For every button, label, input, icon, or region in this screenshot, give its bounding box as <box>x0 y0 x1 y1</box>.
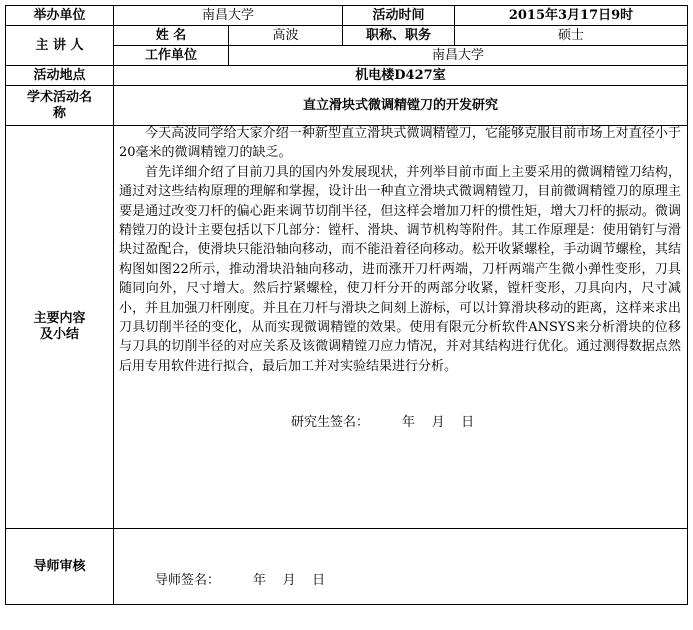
time-label: 活动时间 <box>342 5 455 26</box>
advisor-review-cell <box>113 528 688 605</box>
advisor-review-label: 导师审核 <box>5 528 114 605</box>
summary-paragraph-2: 首先详细介绍了目前刀具的国内外发展现状，并列举目前市面上主要采用的微调精镗刀结构，通过对这些结构原理的理解和掌握，设计出一种直立滑块式微调精镗刀，目前微调精镗刀的原理主要是通过改变刀杆的偏心距来调节切削半径，但这样会增加刀杆的惯性矩，增大刀杆的振动。微调精镗刀的设计主要包括以下几部分：镗杆、滑块、调节机构等附件。其工作原理是：使用销钉与滑块过盈配合，使滑块只能沿轴向移动，而不能沿着径向移动。松开收紧螺栓，手动调节螺栓，其结构图如图22所示，推动滑块沿轴向移动，进而涨开刀杆两端，刀杆两端产生微小弹性变形，刀具随同向外，尺寸增大。然后拧紧螺栓，使刀杆分开的两部分收紧，镗杆变形，刀具向内，尺寸减小，并且加强刀杆刚度。并且在刀杆与滑块之间刻上游标，可以计算滑块移动的距离，这样来求出刀具切削半径的变化，从而实现微调精镗的效果。使用有限元分析软件ANSYS来分析滑块的位移与刀具的切削半径的对应关系及该微调精镗刀应力情况，并对其结构进行优化。通过测得数据点然后用专用软件进行拟合，最后加工并对实验结果进行分析。 <box>119 164 681 374</box>
summary-paragraph-1: 今天高波同学给大家介绍一种新型直立滑块式微调精镗刀，它能够克服目前市场上对直径小于20毫米的微调精镗刀的缺乏。 <box>119 126 681 161</box>
title-label: 职称、职务 <box>342 25 455 46</box>
work-unit-value: 南昌大学 <box>228 45 688 66</box>
organizer-value: 南昌大学 <box>113 5 343 26</box>
time-value: 2015年3月17日9时 <box>454 5 688 26</box>
advisor-signature-line: 导师签名： 年 月 日 <box>155 573 326 588</box>
topic-value: 直立滑块式微调精镗刀的开发研究 <box>113 85 688 126</box>
summary-label: 主要内容及小结 <box>5 125 114 529</box>
name-value: 高波 <box>228 25 343 46</box>
student-signature-line: 研究生签名： 年 月 日 <box>291 415 475 430</box>
work-unit-label: 工作单位 <box>113 45 229 66</box>
location-label: 活动地点 <box>5 65 114 86</box>
summary-text <box>119 124 681 376</box>
name-label: 姓 名 <box>113 25 229 46</box>
location-value: 机电楼D427室 <box>113 65 688 86</box>
speaker-label: 主 讲 人 <box>5 25 114 66</box>
topic-label: 学术活动名称 <box>5 85 114 126</box>
title-value: 硕士 <box>454 25 688 46</box>
organizer-label: 举办单位 <box>5 5 114 26</box>
